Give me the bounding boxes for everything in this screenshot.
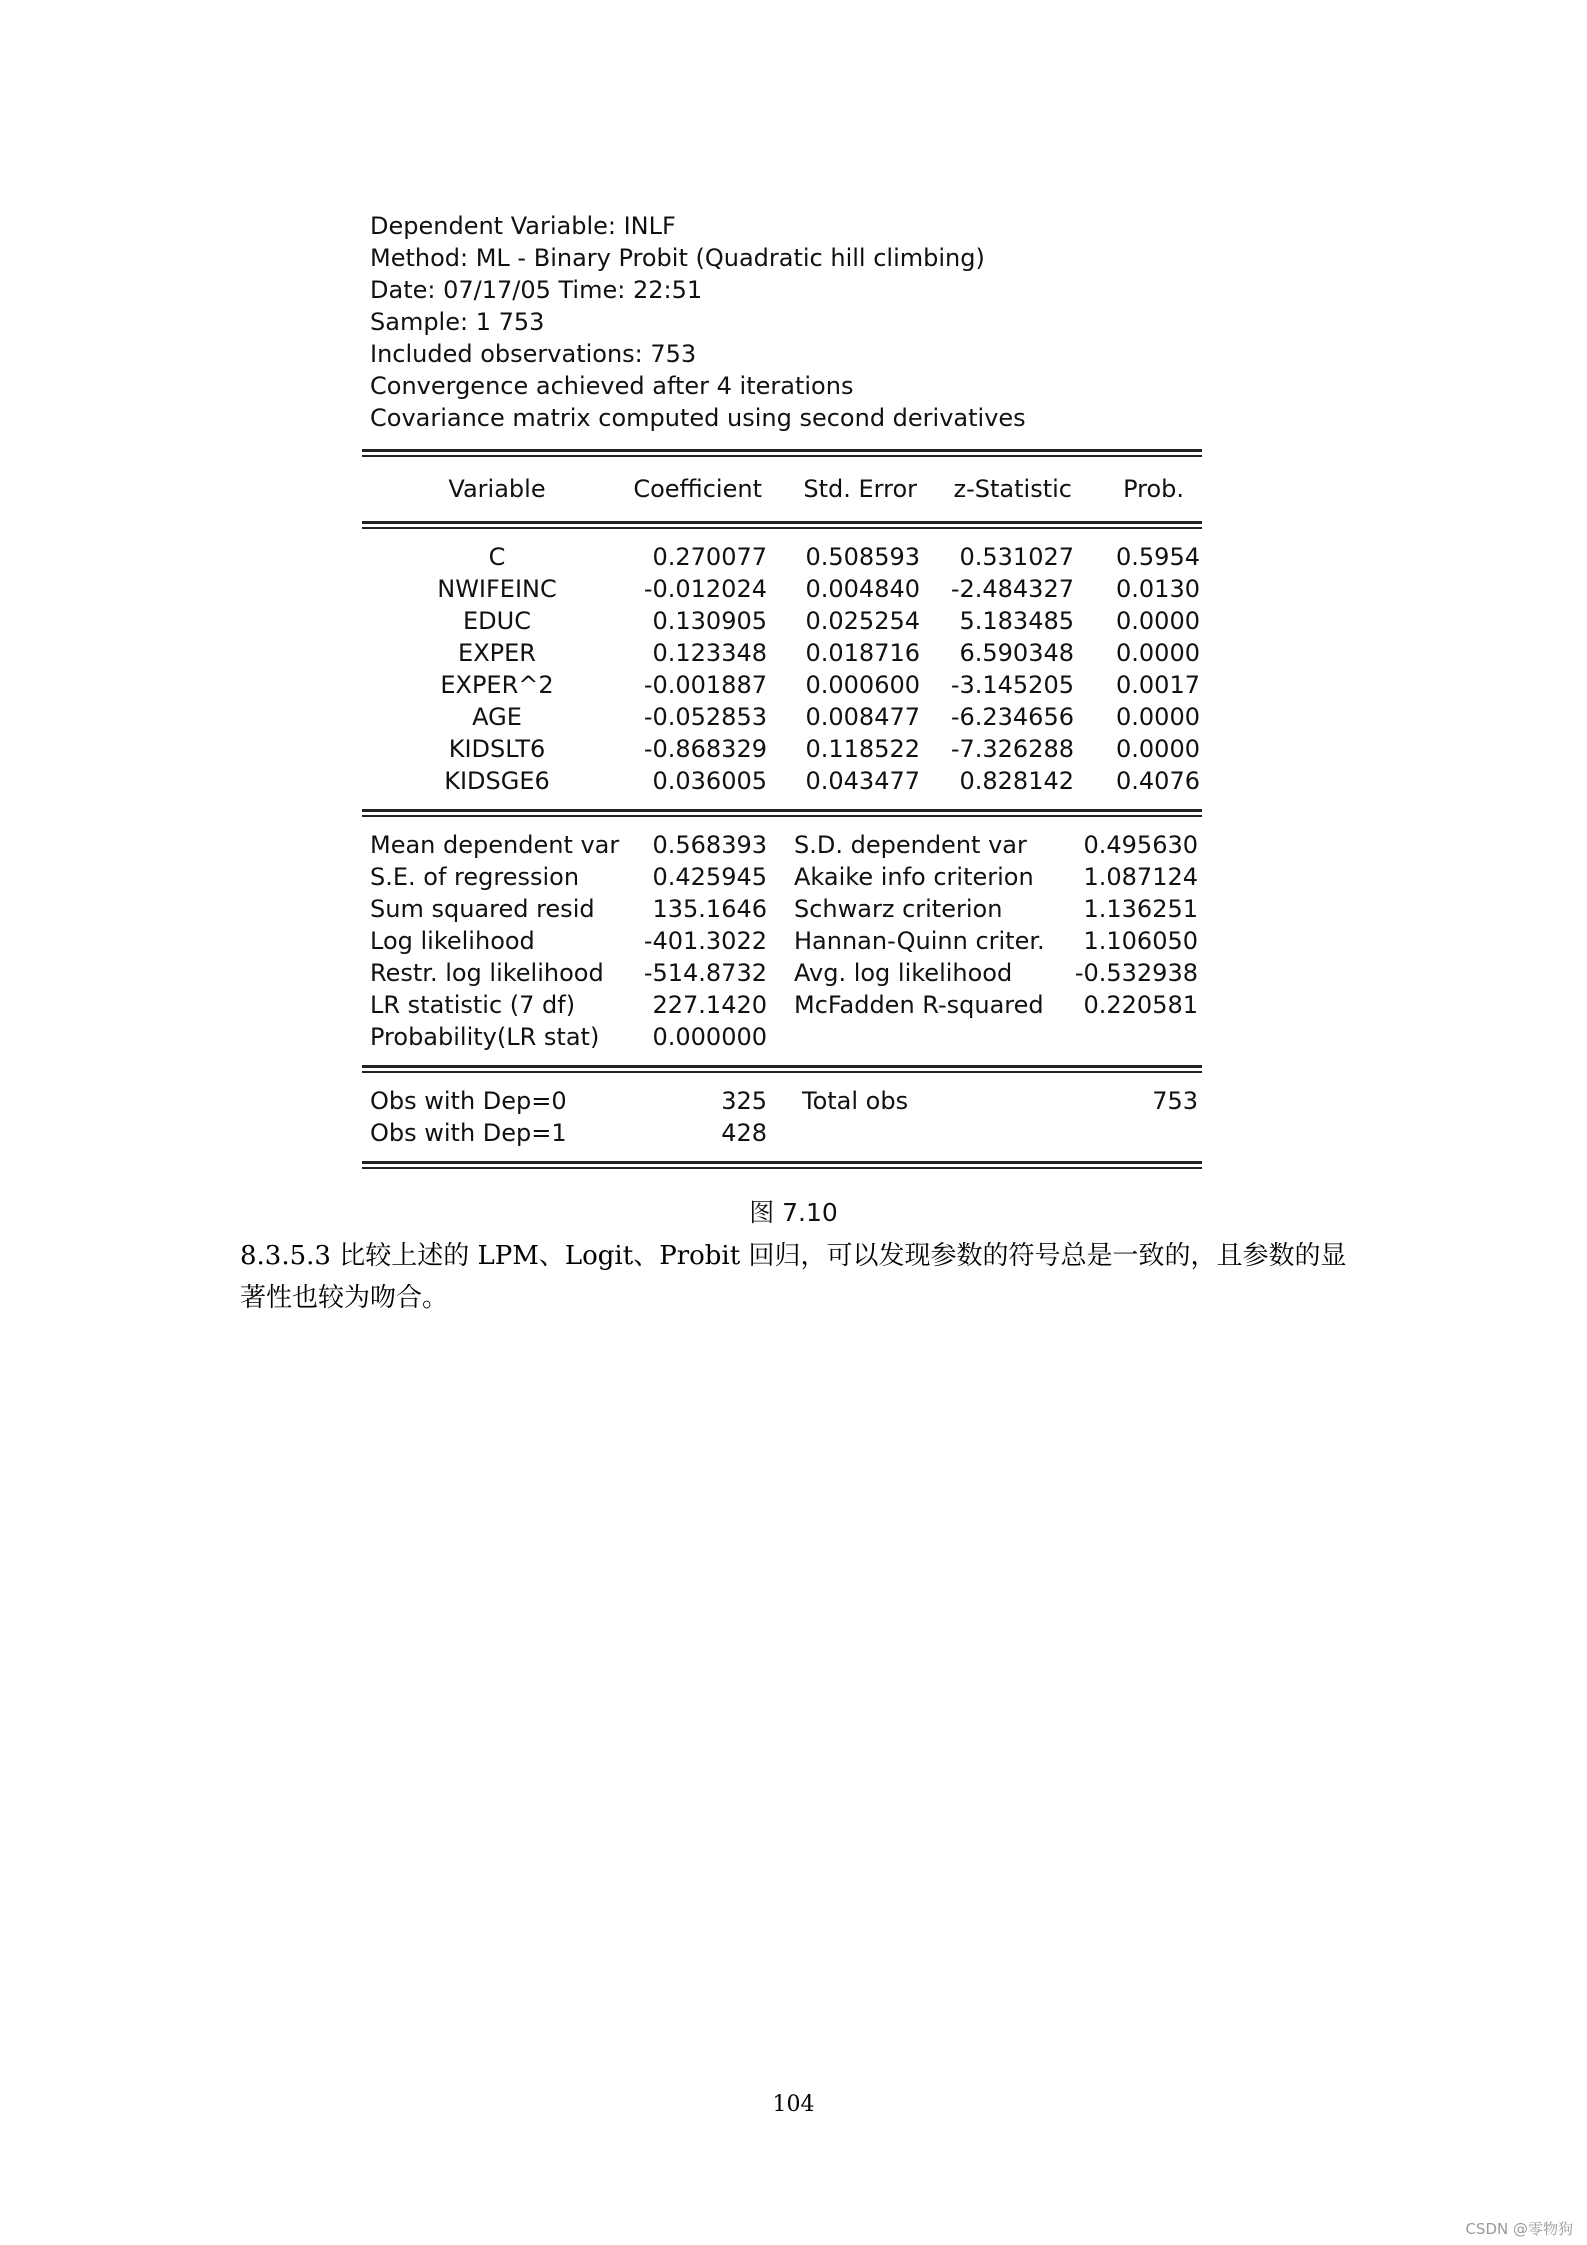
stat-label: Probability(LR stat): [370, 1023, 600, 1051]
stat-label: LR statistic (7 df): [370, 991, 576, 1019]
variable-name: EDUC: [463, 607, 531, 635]
table-header-row: [362, 457, 1202, 521]
stat-value: 1.136251: [1083, 895, 1198, 923]
table-row: [362, 765, 1202, 797]
table-divider: [362, 449, 1202, 457]
stat-label: McFadden R-squared: [794, 991, 1044, 1019]
stat-value: 0.495630: [1083, 831, 1198, 859]
stat-value: 135.1646: [652, 895, 767, 923]
stats-row: [362, 989, 1202, 1021]
z-statistic: 5.183485: [959, 607, 1074, 635]
z-statistic: -6.234656: [950, 703, 1074, 731]
stats-row: [362, 957, 1202, 989]
stat-value: 0.220581: [1083, 991, 1198, 1019]
stat-value: 0.568393: [652, 831, 767, 859]
header-line: Date: 07/17/05 Time: 22:51: [370, 276, 703, 304]
stat-value: 0.425945: [652, 863, 767, 891]
z-statistic: -3.145205: [950, 671, 1074, 699]
prob: 0.0130: [1116, 575, 1200, 603]
obs-row: [362, 1117, 1202, 1149]
stats-row: [362, 829, 1202, 861]
header-line: Dependent Variable: INLF: [370, 212, 676, 240]
header-line: Convergence achieved after 4 iterations: [370, 372, 854, 400]
stat-label: S.D. dependent var: [794, 831, 1027, 859]
variable-name: KIDSGE6: [444, 767, 550, 795]
regression-table: [362, 449, 1202, 1169]
std-error: 0.043477: [805, 767, 920, 795]
table-row: [362, 605, 1202, 637]
body-paragraph: 8.3.5.3 比较上述的 LPM、Logit、Probit 回归，可以发现参数的符号总是一致的，且参数的显著性也较为吻合。: [240, 1241, 1347, 1313]
std-error: 0.118522: [805, 735, 920, 763]
stat-value: -514.8732: [643, 959, 767, 987]
obs-label: Obs with Dep=0: [370, 1087, 567, 1115]
coefficient: -0.052853: [643, 703, 767, 731]
std-error: 0.025254: [805, 607, 920, 635]
coefficient: 0.123348: [652, 639, 767, 667]
column-header: Variable: [448, 475, 546, 503]
stat-label: Log likelihood: [370, 927, 535, 955]
std-error: 0.018716: [805, 639, 920, 667]
regression-header: [370, 210, 1026, 434]
stat-label: Schwarz criterion: [794, 895, 1003, 923]
stat-label: Hannan-Quinn criter.: [794, 927, 1045, 955]
table-row: [362, 701, 1202, 733]
stat-label: Akaike info criterion: [794, 863, 1034, 891]
variable-name: KIDSLT6: [448, 735, 546, 763]
prob: 0.0000: [1116, 703, 1200, 731]
stats-row: [362, 861, 1202, 893]
table-divider: [362, 809, 1202, 817]
prob: 0.0000: [1116, 639, 1200, 667]
stats-row: [362, 893, 1202, 925]
page-number: 104: [772, 2092, 815, 2117]
header-line: Method: ML - Binary Probit (Quadratic hill climbing): [370, 244, 985, 272]
obs-value: 428: [721, 1119, 767, 1147]
stat-value: 0.000000: [652, 1023, 767, 1051]
obs-value: 325: [721, 1087, 767, 1115]
std-error: 0.008477: [805, 703, 920, 731]
stat-label: Avg. log likelihood: [794, 959, 1013, 987]
stats-row: [362, 925, 1202, 957]
std-error: 0.508593: [805, 543, 920, 571]
stat-value: 1.087124: [1083, 863, 1198, 891]
coefficient: 0.130905: [652, 607, 767, 635]
coefficient: -0.001887: [643, 671, 767, 699]
prob: 0.0017: [1116, 671, 1200, 699]
stat-label: Mean dependent var: [370, 831, 620, 859]
stat-value: -0.532938: [1074, 959, 1198, 987]
coefficient: 0.036005: [652, 767, 767, 795]
stat-value: -401.3022: [643, 927, 767, 955]
column-header: Std. Error: [803, 475, 917, 503]
figure-caption: 图 7.10: [749, 1198, 838, 1227]
column-header: Prob.: [1123, 475, 1184, 503]
header-line: Included observations: 753: [370, 340, 697, 368]
coefficient: -0.868329: [643, 735, 767, 763]
z-statistic: -2.484327: [950, 575, 1074, 603]
table-row: [362, 573, 1202, 605]
variable-name: C: [488, 543, 506, 571]
obs-label: Total obs: [802, 1087, 909, 1115]
z-statistic: -7.326288: [950, 735, 1074, 763]
std-error: 0.000600: [805, 671, 920, 699]
table-divider: [362, 1161, 1202, 1169]
obs-label: Obs with Dep=1: [370, 1119, 567, 1147]
std-error: 0.004840: [805, 575, 920, 603]
table-row: [362, 669, 1202, 701]
stats-row: [362, 1021, 1202, 1053]
variable-name: EXPER^2: [440, 671, 554, 699]
column-header: z-Statistic: [953, 475, 1072, 503]
table-divider: [362, 521, 1202, 529]
watermark: CSDN @零物狗: [1465, 2220, 1573, 2238]
stat-label: Sum squared resid: [370, 895, 595, 923]
coefficient: -0.012024: [643, 575, 767, 603]
z-statistic: 0.828142: [959, 767, 1074, 795]
table-row: [362, 637, 1202, 669]
z-statistic: 0.531027: [959, 543, 1074, 571]
header-line: Covariance matrix computed using second derivatives: [370, 404, 1026, 432]
prob: 0.4076: [1116, 767, 1200, 795]
variable-name: AGE: [472, 703, 522, 731]
stat-value: 1.106050: [1083, 927, 1198, 955]
table-divider: [362, 1065, 1202, 1073]
prob: 0.0000: [1116, 735, 1200, 763]
prob: 0.5954: [1116, 543, 1200, 571]
stat-label: Restr. log likelihood: [370, 959, 604, 987]
prob: 0.0000: [1116, 607, 1200, 635]
obs-row: [362, 1085, 1202, 1117]
table-row: [362, 541, 1202, 573]
column-header: Coefficient: [633, 475, 762, 503]
stat-value: 227.1420: [652, 991, 767, 1019]
z-statistic: 6.590348: [959, 639, 1074, 667]
variable-name: EXPER: [458, 639, 536, 667]
stat-label: S.E. of regression: [370, 863, 580, 891]
variable-name: NWIFEINC: [437, 575, 557, 603]
coefficient: 0.270077: [652, 543, 767, 571]
header-line: Sample: 1 753: [370, 308, 545, 336]
obs-value: 753: [1152, 1087, 1198, 1115]
table-row: [362, 733, 1202, 765]
